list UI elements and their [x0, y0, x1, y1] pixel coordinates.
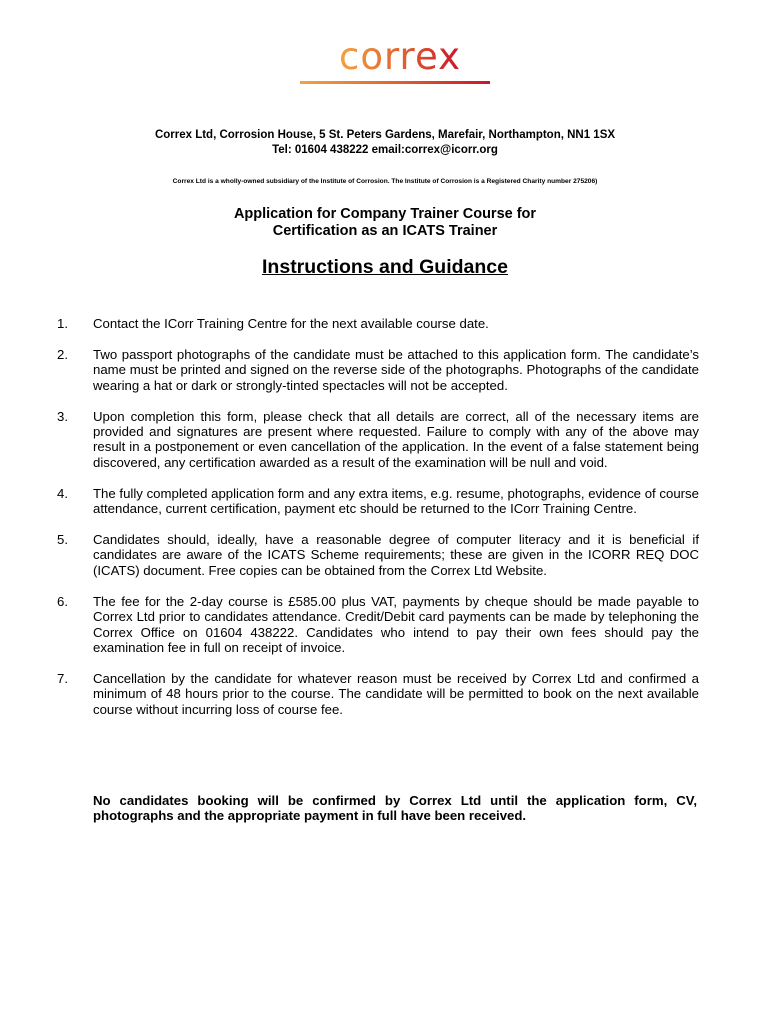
instruction-item [57, 347, 699, 393]
subsidiary-note: Correx Ltd is a wholly-owned subsidiary of the Institute of Corrosion. The Institute of Corrosion is a Registered Charity number 275206) [172, 178, 598, 185]
instructions-heading: Instructions and Guidance [262, 256, 508, 278]
item-text: The fee for the 2-day course is £585.00 plus VAT, payments by cheque should be made payable to Correx Ltd prior to candidates attendance. Credit/Debit card payments can be made by telephoning the Correx Office on 01604 438222. Candidates who intend to pay their own fees should pay the examination fee in full on receipt of invoice. [93, 593, 699, 655]
instruction-item [57, 532, 699, 578]
correx-logo-graphic [300, 38, 500, 94]
title-line-1: Application for Company Trainer Course for [233, 206, 537, 222]
instructions-list [57, 316, 699, 733]
instruction-item [57, 316, 699, 331]
item-text: The fully completed application form and any extra items, e.g. resume, photographs, evidence of course attendance, current certification, payment etc should be returned to the ICorr Training Centre. [93, 485, 699, 517]
item-text: Contact the ICorr Training Centre for the next available course date. [93, 316, 489, 331]
item-number: 3. [57, 408, 68, 424]
item-text: Cancellation by the candidate for whatever reason must be received by Correx Ltd and confirmed a minimum of 48 hours prior to the course. The candidate will be permitted to book on the next available course without incurring loss of course fee. [93, 670, 699, 717]
correx-logo [300, 38, 500, 94]
item-number: 1. [57, 316, 68, 331]
address-line: Correx Ltd, Corrosion House, 5 St. Peters Gardens, Marefair, Northampton, NN1 1SX [154, 129, 616, 141]
company-address [0, 128, 770, 157]
item-number: 7. [57, 670, 68, 686]
instruction-item [57, 486, 699, 517]
contact-line: Tel: 01604 438222 email:correx@icorr.org [272, 143, 498, 156]
item-text: Candidates should, ideally, have a reasonable degree of computer literacy and it is beneficial if candidates are aware of the ICATS Scheme requirements; these are given in the ICORR REQ DOC (ICATS) document. Free copies can be obtained from the Correx Ltd Website. [93, 532, 699, 578]
logo-underline [300, 81, 490, 84]
item-number: 6. [57, 593, 68, 609]
item-number: 2. [57, 346, 68, 362]
logo-wordmark: correx [339, 38, 461, 78]
instruction-item [57, 594, 699, 656]
booking-notice: No candidates booking will be confirmed by Correx Ltd until the application form, CV, photographs and the appropriate payment in full have been received. [93, 793, 697, 824]
item-number: 4. [57, 485, 68, 501]
item-text: Two passport photographs of the candidate must be attached to this application form. The candidate’s name must be printed and signed on the reverse side of the photographs. Photographs of the candidate wearing a hat or dark or strongly-tinted spectacles will not be accepted. [93, 346, 699, 393]
item-text: Upon completion this form, please check that all details are correct, all of the necessary items are provided and signatures are present where requested. Failure to comply with any of the above may result in a postponement or even cancellation of the application. In the event of a false statement being discovered, any certification awarded as a result of the examination will be null and void. [93, 408, 699, 470]
title-line-2: Certification as an ICATS Trainer [272, 223, 498, 239]
application-title [0, 206, 770, 240]
instruction-item [57, 409, 699, 471]
instruction-item [57, 671, 699, 717]
item-number: 5. [57, 532, 68, 548]
